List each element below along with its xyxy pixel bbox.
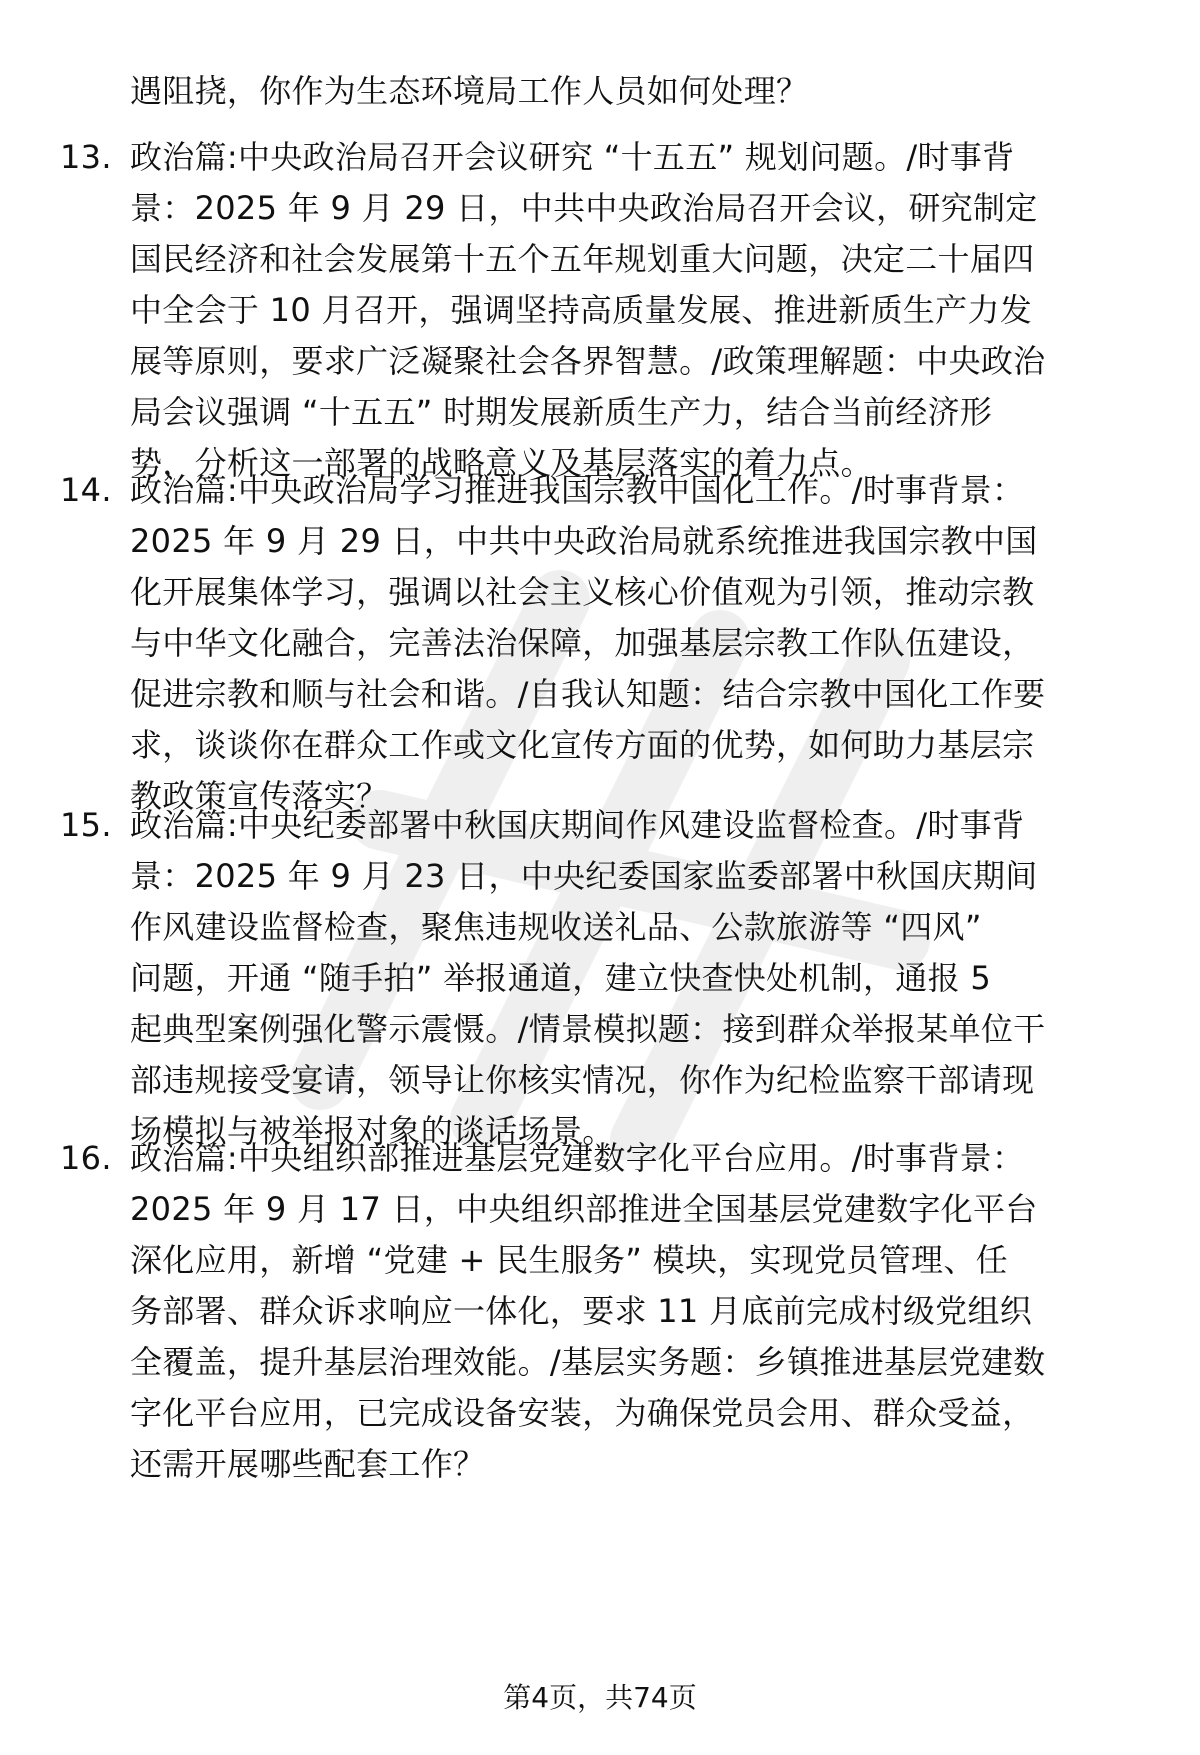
question-number: 13. bbox=[60, 138, 112, 176]
question-line: 促进宗教和顺与社会和谐。/自我认知题：结合宗教中国化工作要 bbox=[130, 675, 1046, 713]
question-number: 15. bbox=[60, 806, 112, 844]
question-line: 政治篇:中央政治局学习推进我国宗教中国化工作。/时事背景： bbox=[130, 471, 1025, 509]
question-line: 务部署、群众诉求响应一体化，要求 11 月底前完成村级党组织 bbox=[130, 1292, 1033, 1330]
question-body bbox=[130, 1133, 1200, 1490]
question-body bbox=[130, 132, 1200, 489]
question-line: 部违规接受宴请，领导让你核实情况，你作为纪检监察干部请现 bbox=[130, 1061, 1035, 1099]
question-line: 起典型案例强化警示震慑。/情景模拟题：接到群众举报某单位干 bbox=[130, 1010, 1046, 1048]
question-line: 中全会于 10 月召开，强调坚持高质量发展、推进新质生产力发 bbox=[130, 291, 1033, 329]
question-line: 与中华文化融合，完善法治保障，加强基层宗教工作队伍建设， bbox=[130, 624, 1035, 662]
question-number: 16. bbox=[60, 1139, 112, 1177]
question-line: 政治篇:中央政治局召开会议研究 “十五五” 规划问题。/时事背 bbox=[130, 138, 1015, 176]
question-line: 政治篇:中央纪委部署中秋国庆期间作风建设监督检查。/时事背 bbox=[130, 806, 1025, 844]
question-body bbox=[130, 465, 1200, 822]
question-line: 还需开展哪些配套工作？ bbox=[130, 1445, 486, 1483]
question-line: 问题，开通 “随手拍” 举报通道，建立快查快处机制，通报 5 bbox=[130, 959, 992, 997]
question-line: 深化应用，新增 “党建 + 民生服务” 模块，实现党员管理、任 bbox=[130, 1241, 1008, 1279]
question-number: 14. bbox=[60, 471, 112, 509]
question-line: 2025 年 9 月 17 日，中央组织部推进全国基层党建数字化平台 bbox=[130, 1190, 1038, 1228]
question-line: 势，分析这一部署的战略意义及基层落实的着力点。 bbox=[130, 444, 873, 482]
question-line: 展等原则，要求广泛凝聚社会各界智慧。/政策理解题：中央政治 bbox=[130, 342, 1046, 380]
question-line: 2025 年 9 月 29 日，中共中央政治局就系统推进我国宗教中国 bbox=[130, 522, 1038, 560]
question-line: 作风建设监督检查，聚焦违规收送礼品、公款旅游等 “四风” bbox=[130, 908, 982, 946]
continuation-text bbox=[130, 66, 1150, 117]
question-line: 景：2025 年 9 月 23 日，中央纪委国家监委部署中秋国庆期间 bbox=[130, 857, 1038, 895]
continuation-line: 遇阻挠，你作为生态环境局工作人员如何处理？ bbox=[130, 72, 809, 110]
question-line: 场模拟与被举报对象的谈话场景。 bbox=[130, 1112, 615, 1150]
question-body bbox=[130, 800, 1200, 1157]
question-line: 景：2025 年 9 月 29 日，中共中央政治局召开会议，研究制定 bbox=[130, 189, 1038, 227]
question-line: 教政策宣传落实？ bbox=[130, 777, 389, 815]
question-line: 字化平台应用，已完成设备安装，为确保党员会用、群众受益， bbox=[130, 1394, 1035, 1432]
page-footer: 第4页，共74页 bbox=[503, 1681, 697, 1714]
question-line: 政治篇:中央组织部推进基层党建数字化平台应用。/时事背景： bbox=[130, 1139, 1025, 1177]
question-line: 国民经济和社会发展第十五个五年规划重大问题，决定二十届四 bbox=[130, 240, 1035, 278]
question-line: 局会议强调 “十五五” 时期发展新质生产力，结合当前经济形 bbox=[130, 393, 993, 431]
question-line: 求，谈谈你在群众工作或文化宣传方面的优势，如何助力基层宗 bbox=[130, 726, 1035, 764]
question-line: 化开展集体学习，强调以社会主义核心价值观为引领，推动宗教 bbox=[130, 573, 1035, 611]
question-line: 全覆盖，提升基层治理效能。/基层实务题：乡镇推进基层党建数 bbox=[130, 1343, 1046, 1381]
